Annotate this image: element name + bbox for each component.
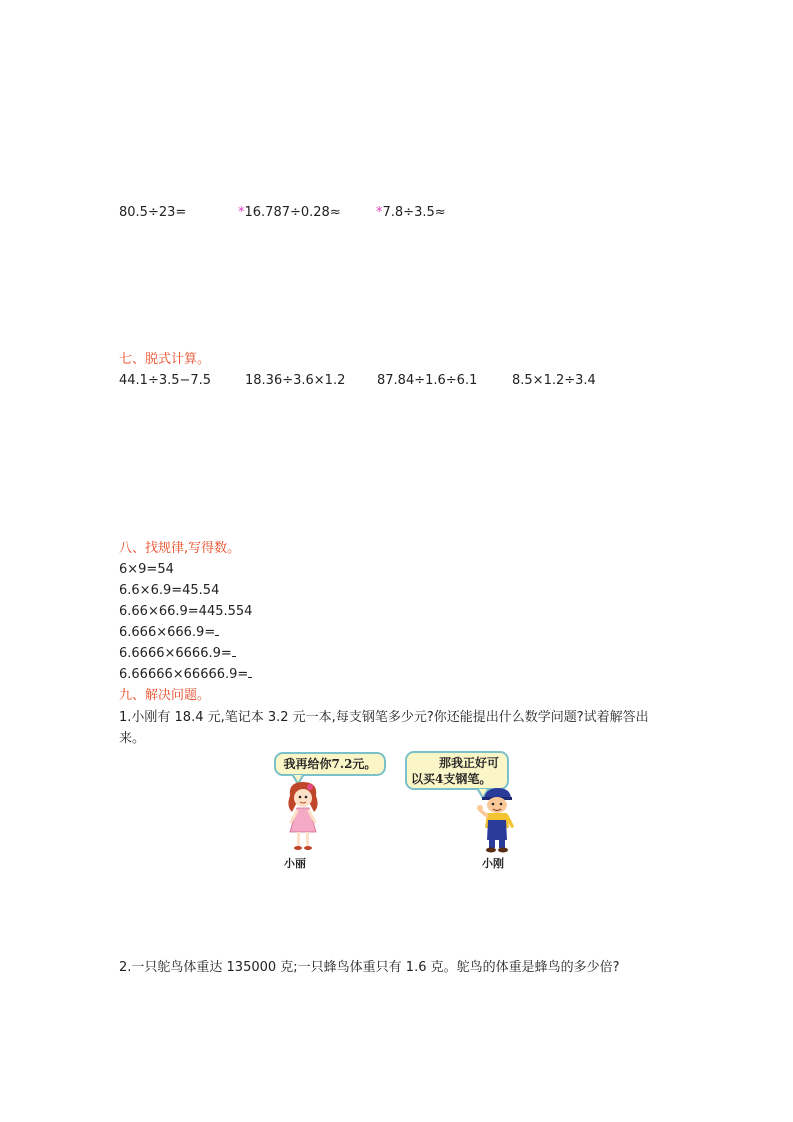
- girl-illustration: [280, 782, 326, 854]
- star-mark: *: [376, 205, 383, 220]
- speech-bubble-left-text: 我再给你7.2元。: [283, 757, 377, 771]
- answer-blank[interactable]: [248, 665, 252, 678]
- pattern-line-text: 6.666×666.9=: [119, 625, 216, 640]
- calc-expression: 44.1÷3.5−7.5: [119, 373, 212, 388]
- question-2: 2.一只鸵鸟体重达 135000 克;一只蜂鸟体重只有 1.6 克。鸵鸟的体重是蜂鸟的多少倍?: [119, 960, 620, 975]
- expression-3-text: 7.8÷3.5≈: [382, 205, 446, 220]
- answer-blank[interactable]: [215, 623, 219, 636]
- section-9-title: 九、解决问题。: [119, 688, 211, 703]
- pattern-line-text: 6.66666×66666.9=: [119, 667, 249, 682]
- pattern-line-text: 6.6666×6666.9=: [119, 646, 232, 661]
- expression-1: 80.5÷23=: [119, 205, 187, 220]
- pattern-line: [119, 665, 252, 685]
- name-caption-right: 小刚: [482, 857, 504, 870]
- calc-expression: 87.84÷1.6÷6.1: [377, 373, 478, 388]
- star-mark: *: [238, 205, 245, 220]
- pattern-line: 6.66×66.9=445.554: [119, 604, 253, 619]
- expression-2-text: 16.787÷0.28≈: [244, 205, 341, 220]
- pattern-line: [119, 623, 219, 643]
- calc-expression: 8.5×1.2÷3.4: [512, 373, 596, 388]
- speech-bubble-right-line-2: 以买4支钢笔。: [411, 772, 492, 786]
- speech-bubble-right-line-1: 那我正好可: [439, 756, 500, 770]
- pattern-line: [119, 644, 236, 664]
- calc-expression: 18.36÷3.6×1.2: [245, 373, 346, 388]
- section-7-title: 七、脱式计算。: [119, 352, 211, 367]
- expression-2: [238, 203, 341, 223]
- pattern-line: 6×9=54: [119, 562, 174, 577]
- expression-3: [376, 203, 446, 223]
- speech-bubble-left: [274, 752, 386, 776]
- answer-blank[interactable]: [232, 644, 236, 657]
- speech-bubble-right: [405, 751, 509, 790]
- boy-illustration: [474, 788, 520, 854]
- question-1-line-1: 1.小刚有 18.4 元,笔记本 3.2 元一本,每支钢笔多少元?你还能提出什么数学问题?试着解答出: [119, 710, 649, 725]
- name-caption-left: 小丽: [284, 857, 306, 870]
- question-1-line-2: 来。: [119, 731, 146, 746]
- pattern-line: 6.6×6.9=45.54: [119, 583, 220, 598]
- section-8-title: 八、找规律,写得数。: [119, 541, 241, 556]
